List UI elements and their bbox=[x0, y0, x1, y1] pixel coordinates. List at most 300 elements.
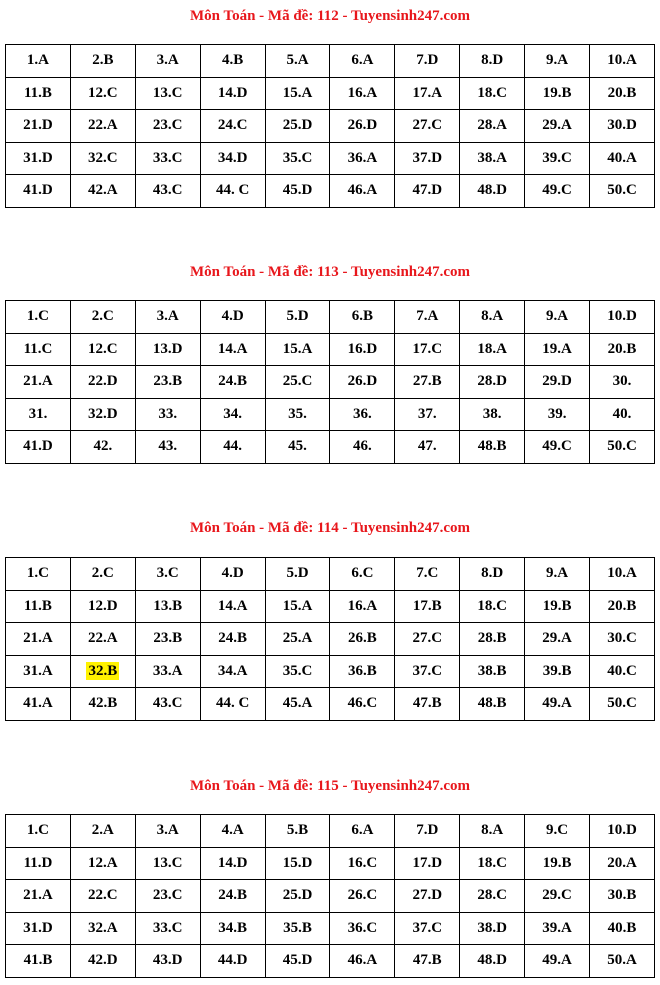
answer-cell bbox=[70, 945, 135, 978]
answer-cell bbox=[590, 847, 655, 880]
answer-cell bbox=[135, 590, 200, 623]
answer-cell bbox=[135, 398, 200, 431]
answer-cell bbox=[590, 945, 655, 978]
answer-text: 16.A bbox=[347, 84, 378, 101]
answer-text: 8.D bbox=[481, 565, 504, 582]
answer-cell bbox=[6, 142, 71, 175]
answer-cell bbox=[330, 110, 395, 143]
answer-cell bbox=[200, 655, 265, 688]
answer-text: 30.C bbox=[607, 630, 637, 647]
answer-cell bbox=[395, 880, 460, 913]
answer-text: 31. bbox=[28, 405, 48, 422]
answer-cell bbox=[265, 142, 330, 175]
answer-text: 48.D bbox=[477, 182, 507, 199]
answer-cell bbox=[525, 175, 590, 208]
answer-text: 27.D bbox=[412, 887, 443, 904]
answer-cell bbox=[135, 945, 200, 978]
answer-text: 37.C bbox=[412, 662, 443, 679]
answer-text: 7.A bbox=[416, 308, 439, 325]
answer-text: 24.B bbox=[218, 373, 247, 390]
answer-text: 23.C bbox=[152, 117, 183, 134]
answer-cell bbox=[395, 912, 460, 945]
answer-text: 8.A bbox=[481, 308, 504, 325]
answer-text: 28.C bbox=[477, 887, 507, 904]
answer-text: 36.C bbox=[347, 919, 378, 936]
answer-text: 18.A bbox=[477, 340, 507, 357]
answer-cell bbox=[135, 142, 200, 175]
answer-cell bbox=[460, 301, 525, 334]
answer-cell bbox=[330, 301, 395, 334]
answer-text: 48.B bbox=[477, 695, 507, 712]
answer-cell bbox=[6, 301, 71, 334]
answer-cell bbox=[590, 45, 655, 78]
answer-text: 4.A bbox=[221, 822, 244, 839]
answer-cell bbox=[200, 688, 265, 721]
answer-cell bbox=[395, 945, 460, 978]
answer-cell bbox=[525, 431, 590, 464]
answer-text: 45.A bbox=[282, 695, 313, 712]
answer-text: 10.A bbox=[607, 52, 637, 69]
answer-cell bbox=[135, 688, 200, 721]
answer-cell bbox=[200, 431, 265, 464]
answer-text: 27.C bbox=[412, 117, 443, 134]
answer-text: 50.C bbox=[607, 695, 637, 712]
answer-cell bbox=[70, 142, 135, 175]
table-row bbox=[6, 688, 655, 721]
answer-table-114 bbox=[5, 557, 655, 721]
answer-cell bbox=[330, 815, 395, 848]
answer-text: 7.C bbox=[416, 565, 439, 582]
answer-text: 18.C bbox=[477, 854, 507, 871]
answer-cell bbox=[200, 77, 265, 110]
answer-cell bbox=[460, 590, 525, 623]
answer-text: 42. bbox=[93, 438, 113, 455]
answer-text: 13.D bbox=[152, 340, 183, 357]
answer-text: 46.A bbox=[347, 952, 378, 969]
answer-text: 40.A bbox=[607, 149, 637, 166]
answer-text: 20.A bbox=[607, 854, 637, 871]
answer-text: 34.D bbox=[217, 149, 248, 166]
table-row bbox=[6, 333, 655, 366]
answer-cell bbox=[200, 945, 265, 978]
answer-text: 3.A bbox=[156, 52, 179, 69]
answer-text: 33.A bbox=[152, 662, 183, 679]
answer-text: 34.B bbox=[218, 919, 247, 936]
answer-text: 17.A bbox=[412, 84, 443, 101]
answer-text: 17.B bbox=[412, 597, 442, 614]
answer-text: 12.C bbox=[88, 340, 118, 357]
table-row bbox=[6, 110, 655, 143]
answer-text: 13.C bbox=[152, 84, 183, 101]
answer-cell bbox=[330, 77, 395, 110]
answer-cell bbox=[6, 847, 71, 880]
answer-text: 2.C bbox=[91, 308, 114, 325]
answer-text: 42.D bbox=[88, 952, 118, 969]
answer-text: 13.B bbox=[153, 597, 183, 614]
answer-cell bbox=[6, 655, 71, 688]
answer-text: 50.C bbox=[607, 438, 637, 455]
answer-text: 38. bbox=[482, 405, 502, 422]
answer-text: 14.A bbox=[217, 340, 248, 357]
answer-cell bbox=[70, 77, 135, 110]
answer-text: 26.B bbox=[348, 630, 377, 647]
answer-cell bbox=[590, 142, 655, 175]
answer-text: 38.B bbox=[477, 662, 507, 679]
answer-text: 27.C bbox=[412, 630, 443, 647]
answer-text: 41.D bbox=[23, 438, 53, 455]
table-row bbox=[6, 623, 655, 656]
table-row bbox=[6, 175, 655, 208]
answer-cell bbox=[265, 45, 330, 78]
answer-text: 31.D bbox=[23, 919, 53, 936]
answer-text: 34. bbox=[223, 405, 242, 422]
answer-text: 40.C bbox=[607, 662, 637, 679]
answer-cell bbox=[395, 623, 460, 656]
answer-cell bbox=[6, 880, 71, 913]
answer-text: 43. bbox=[158, 438, 178, 455]
answer-cell bbox=[70, 847, 135, 880]
answer-cell bbox=[135, 558, 200, 591]
answer-cell bbox=[200, 142, 265, 175]
answer-text: 44. C bbox=[215, 182, 250, 199]
answer-cell bbox=[460, 880, 525, 913]
answer-cell bbox=[395, 398, 460, 431]
table-row bbox=[6, 366, 655, 399]
answer-text: 18.C bbox=[477, 84, 507, 101]
answer-text: 3.A bbox=[156, 308, 179, 325]
answer-text: 11.B bbox=[23, 597, 52, 614]
answer-text: 48.D bbox=[477, 952, 507, 969]
answer-cell bbox=[590, 655, 655, 688]
answer-text: 20.B bbox=[607, 597, 637, 614]
answer-text: 38.A bbox=[477, 149, 507, 166]
answer-cell bbox=[330, 880, 395, 913]
answer-text: 8.A bbox=[481, 822, 504, 839]
table-row bbox=[6, 398, 655, 431]
answer-text: 35.C bbox=[282, 149, 313, 166]
answer-cell bbox=[330, 945, 395, 978]
answer-cell bbox=[590, 912, 655, 945]
answer-cell bbox=[460, 688, 525, 721]
table-row bbox=[6, 880, 655, 913]
answer-table-113 bbox=[5, 300, 655, 464]
answer-cell bbox=[460, 623, 525, 656]
answer-cell bbox=[6, 431, 71, 464]
answer-cell bbox=[395, 142, 460, 175]
answer-cell bbox=[70, 110, 135, 143]
answer-text: 36.B bbox=[348, 662, 377, 679]
answer-text: 49.C bbox=[542, 438, 572, 455]
answer-cell bbox=[330, 558, 395, 591]
section-title-113: Môn Toán - Mã đề: 113 - Tuyensinh247.com bbox=[189, 264, 471, 280]
table-row bbox=[6, 431, 655, 464]
answer-text: 6.B bbox=[351, 308, 374, 325]
answer-cell bbox=[590, 880, 655, 913]
answer-cell bbox=[525, 366, 590, 399]
answer-text: 21.A bbox=[23, 373, 53, 390]
answer-cell bbox=[590, 110, 655, 143]
answer-cell bbox=[135, 912, 200, 945]
answer-text: 3.C bbox=[156, 565, 179, 582]
answer-text: 45.D bbox=[282, 182, 313, 199]
answer-cell bbox=[200, 847, 265, 880]
answer-cell bbox=[265, 398, 330, 431]
answer-cell bbox=[525, 142, 590, 175]
table-row bbox=[6, 945, 655, 978]
answer-cell bbox=[460, 431, 525, 464]
answer-text: 39.B bbox=[542, 662, 572, 679]
answer-cell bbox=[70, 688, 135, 721]
answer-text: 21.A bbox=[23, 630, 53, 647]
answer-cell bbox=[200, 398, 265, 431]
answer-text: 14.D bbox=[217, 854, 248, 871]
answer-cell bbox=[6, 77, 71, 110]
table-row bbox=[6, 45, 655, 78]
table-row bbox=[6, 558, 655, 591]
answer-text: 50.A bbox=[607, 952, 637, 969]
answer-cell bbox=[200, 110, 265, 143]
answer-text: 24.B bbox=[218, 887, 247, 904]
answer-text: 1.C bbox=[26, 565, 49, 582]
answer-text: 12.C bbox=[88, 84, 118, 101]
answer-text: 15.D bbox=[282, 854, 313, 871]
answer-cell bbox=[70, 398, 135, 431]
answer-cell bbox=[6, 110, 71, 143]
answer-cell bbox=[135, 880, 200, 913]
table-row bbox=[6, 590, 655, 623]
answer-cell bbox=[265, 945, 330, 978]
answer-text: 45.D bbox=[282, 952, 313, 969]
answer-cell bbox=[395, 847, 460, 880]
answer-text: 45. bbox=[288, 438, 307, 455]
answer-text: 20.B bbox=[607, 84, 637, 101]
answer-cell bbox=[70, 880, 135, 913]
answer-cell bbox=[265, 912, 330, 945]
answer-cell bbox=[590, 333, 655, 366]
answer-cell bbox=[265, 175, 330, 208]
answer-cell bbox=[330, 333, 395, 366]
answer-cell bbox=[70, 431, 135, 464]
answer-text: 25.D bbox=[282, 117, 313, 134]
answer-text: 31.D bbox=[23, 149, 53, 166]
answer-cell bbox=[395, 431, 460, 464]
answer-text: 50.C bbox=[607, 182, 637, 199]
answer-cell bbox=[200, 880, 265, 913]
answer-cell bbox=[395, 558, 460, 591]
answer-text: 42.B bbox=[88, 695, 118, 712]
answer-cell bbox=[525, 333, 590, 366]
answer-text: 23.C bbox=[152, 887, 183, 904]
answer-cell bbox=[525, 110, 590, 143]
section-title-112: Môn Toán - Mã đề: 112 - Tuyensinh247.com bbox=[189, 8, 471, 24]
answer-cell bbox=[265, 880, 330, 913]
answer-text: 33.C bbox=[152, 149, 183, 166]
answer-text: 48.B bbox=[477, 438, 507, 455]
answer-cell bbox=[525, 45, 590, 78]
answer-cell bbox=[460, 655, 525, 688]
answer-text: 29.A bbox=[542, 117, 572, 134]
answer-text: 10.A bbox=[607, 565, 637, 582]
answer-cell bbox=[265, 431, 330, 464]
answer-cell bbox=[590, 623, 655, 656]
answer-cell bbox=[525, 398, 590, 431]
answer-text: 13.C bbox=[152, 854, 183, 871]
answer-cell bbox=[590, 590, 655, 623]
answer-text: 41.B bbox=[23, 952, 53, 969]
answer-text: 11.D bbox=[23, 854, 53, 871]
answer-text: 22.A bbox=[88, 630, 118, 647]
answer-cell bbox=[525, 558, 590, 591]
answer-cell bbox=[6, 688, 71, 721]
answer-cell bbox=[590, 175, 655, 208]
answer-cell bbox=[6, 912, 71, 945]
answer-cell bbox=[6, 623, 71, 656]
answer-text: 23.B bbox=[153, 630, 183, 647]
answer-text: 46.C bbox=[347, 695, 378, 712]
answer-text: 4.B bbox=[221, 52, 244, 69]
answer-cell bbox=[330, 366, 395, 399]
answer-cell bbox=[200, 333, 265, 366]
answer-cell bbox=[330, 623, 395, 656]
answer-text: 43.C bbox=[152, 182, 183, 199]
answer-text: 24.B bbox=[218, 630, 247, 647]
answer-text: 5.B bbox=[286, 822, 309, 839]
answer-cell bbox=[330, 45, 395, 78]
section-title-114: Môn Toán - Mã đề: 114 - Tuyensinh247.com bbox=[189, 520, 471, 536]
table-row bbox=[6, 847, 655, 880]
answer-cell bbox=[590, 431, 655, 464]
answer-text: 40. bbox=[612, 405, 632, 422]
answer-text: 39. bbox=[547, 405, 567, 422]
table-row bbox=[6, 655, 655, 688]
answer-text: 49.A bbox=[542, 695, 572, 712]
answer-cell bbox=[395, 333, 460, 366]
answer-text: 9.C bbox=[546, 822, 569, 839]
answer-text: 1.A bbox=[26, 52, 49, 69]
answer-text: 8.D bbox=[481, 52, 504, 69]
answer-cell bbox=[70, 45, 135, 78]
answer-cell bbox=[70, 623, 135, 656]
answer-text: 41.A bbox=[23, 695, 53, 712]
answer-text: 12.A bbox=[88, 854, 118, 871]
answer-table-115 bbox=[5, 814, 655, 978]
answer-text: 36.A bbox=[347, 149, 378, 166]
answer-text: 9.A bbox=[546, 308, 569, 325]
answer-text: 23.B bbox=[153, 373, 183, 390]
answer-cell bbox=[330, 847, 395, 880]
answer-text: 4.D bbox=[221, 565, 244, 582]
answer-cell bbox=[460, 815, 525, 848]
answer-text: 6.A bbox=[351, 822, 374, 839]
answer-cell bbox=[460, 847, 525, 880]
answer-cell bbox=[330, 655, 395, 688]
answer-text: 39.A bbox=[542, 919, 572, 936]
answer-text: 9.A bbox=[546, 52, 569, 69]
answer-cell bbox=[265, 333, 330, 366]
answer-text: 2.A bbox=[91, 822, 114, 839]
answer-cell bbox=[395, 655, 460, 688]
answer-cell bbox=[265, 688, 330, 721]
answer-text: 32.D bbox=[88, 405, 118, 422]
answer-cell bbox=[70, 175, 135, 208]
answer-cell bbox=[200, 815, 265, 848]
answer-text: 22.D bbox=[88, 373, 118, 390]
answer-text: 39.C bbox=[542, 149, 572, 166]
answer-text: 47.B bbox=[412, 952, 442, 969]
answer-cell bbox=[70, 655, 135, 688]
answer-text: 35.B bbox=[283, 919, 312, 936]
answer-cell bbox=[460, 142, 525, 175]
table-row bbox=[6, 912, 655, 945]
answer-cell bbox=[6, 45, 71, 78]
answer-cell bbox=[6, 815, 71, 848]
answer-text: 28.A bbox=[477, 117, 507, 134]
answer-cell bbox=[135, 45, 200, 78]
answer-cell bbox=[135, 333, 200, 366]
answer-text: 33.C bbox=[152, 919, 183, 936]
answer-text: 26.C bbox=[347, 887, 378, 904]
answer-cell bbox=[525, 912, 590, 945]
answer-text: 19.B bbox=[542, 854, 572, 871]
answer-cell bbox=[70, 333, 135, 366]
answer-cell bbox=[395, 815, 460, 848]
answer-cell bbox=[590, 398, 655, 431]
answer-cell bbox=[200, 45, 265, 78]
answer-cell bbox=[460, 77, 525, 110]
answer-cell bbox=[6, 398, 71, 431]
answer-cell bbox=[395, 301, 460, 334]
answer-text: 18.C bbox=[477, 597, 507, 614]
answer-text: 26.D bbox=[347, 117, 378, 134]
answer-text: 15.A bbox=[282, 340, 313, 357]
answer-cell bbox=[70, 301, 135, 334]
answer-text: 47.B bbox=[412, 695, 442, 712]
answer-text: 28.D bbox=[477, 373, 507, 390]
answer-cell bbox=[200, 590, 265, 623]
answer-table-112 bbox=[5, 44, 655, 208]
answer-text: 6.A bbox=[351, 52, 374, 69]
answer-cell bbox=[590, 77, 655, 110]
answer-cell bbox=[525, 880, 590, 913]
answer-cell bbox=[395, 366, 460, 399]
answer-cell bbox=[200, 558, 265, 591]
answer-cell bbox=[265, 110, 330, 143]
answer-text: 6.C bbox=[351, 565, 374, 582]
answer-cell bbox=[330, 431, 395, 464]
answer-text: 28.B bbox=[477, 630, 507, 647]
answer-text: 12.D bbox=[88, 597, 118, 614]
answer-text: 7.D bbox=[416, 822, 439, 839]
answer-text: 26.D bbox=[347, 373, 378, 390]
answer-cell bbox=[590, 815, 655, 848]
answer-cell bbox=[460, 366, 525, 399]
answer-cell bbox=[265, 655, 330, 688]
answer-cell bbox=[6, 590, 71, 623]
answer-text: 41.D bbox=[23, 182, 53, 199]
answer-cell bbox=[70, 815, 135, 848]
answer-text: 44. bbox=[223, 438, 242, 455]
answer-cell bbox=[330, 142, 395, 175]
answer-text: 17.D bbox=[412, 854, 443, 871]
answer-text: 46.A bbox=[347, 182, 378, 199]
table-row bbox=[6, 815, 655, 848]
answer-text: 21.A bbox=[23, 887, 53, 904]
answer-text: 19.B bbox=[542, 597, 572, 614]
answer-text: 47. bbox=[417, 438, 437, 455]
answer-cell bbox=[525, 301, 590, 334]
answer-cell bbox=[460, 333, 525, 366]
answer-text: 25.A bbox=[282, 630, 313, 647]
